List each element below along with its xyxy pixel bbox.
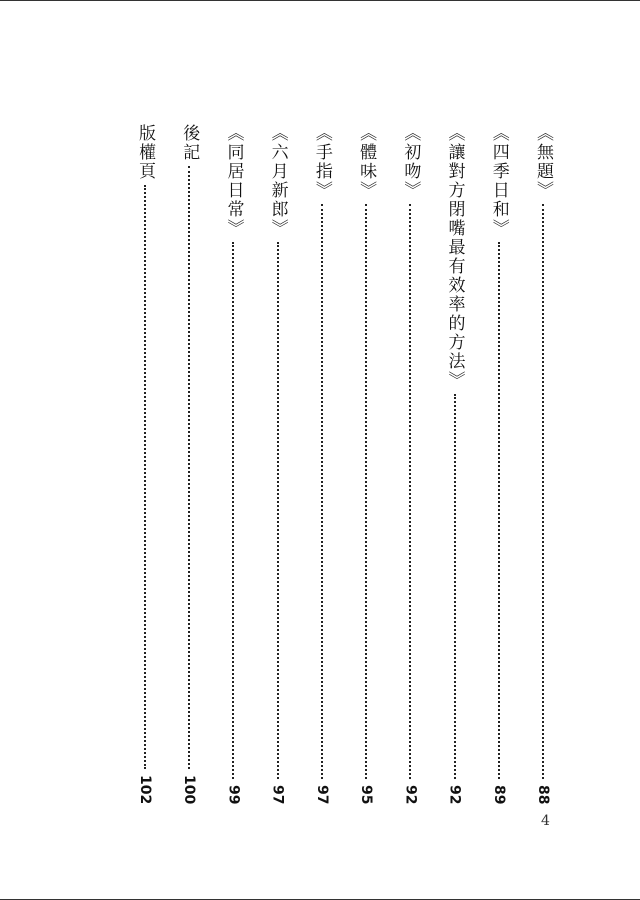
- dot-leader: [498, 242, 500, 779]
- toc-entry[interactable]: [311, 124, 333, 804]
- toc-entry[interactable]: [532, 124, 554, 804]
- toc-entry-title: 《四季日和》: [488, 124, 509, 238]
- page-number: 4: [541, 813, 550, 829]
- dot-leader: [144, 185, 146, 769]
- toc-entry-title: 《手指》: [311, 124, 332, 200]
- toc-entry-page-number: 99: [225, 784, 242, 804]
- toc-entry-title: 《同居日常》: [223, 124, 244, 238]
- toc-entry[interactable]: [134, 124, 156, 804]
- toc-entry-page-number: 89: [490, 784, 507, 804]
- toc-entry[interactable]: [488, 124, 510, 804]
- dot-leader: [277, 242, 279, 779]
- toc-entry-title: 《讓對方閉嘴最有效率的方法》: [444, 124, 465, 390]
- toc-entry[interactable]: [399, 124, 421, 804]
- toc-entry-page-number: 100: [181, 774, 198, 804]
- toc-entry-page-number: 102: [137, 774, 153, 804]
- toc-entry-page-number: 97: [269, 784, 286, 804]
- toc-entry-title: 版權頁: [135, 124, 155, 181]
- toc-entry-page-number: 88: [534, 784, 551, 804]
- dot-leader: [542, 204, 544, 779]
- toc-entry-title: 《無題》: [532, 124, 553, 200]
- toc-entry-title: 《初吻》: [400, 124, 421, 200]
- dot-leader: [321, 204, 323, 779]
- toc-entry-page-number: 97: [313, 784, 330, 804]
- toc-entry[interactable]: [222, 124, 244, 804]
- top-border-line: [0, 0, 640, 1]
- toc-entry-title: 《體味》: [356, 124, 377, 200]
- dot-leader: [232, 242, 234, 779]
- dot-leader: [365, 204, 367, 779]
- dot-leader: [409, 204, 411, 779]
- toc-entry-page-number: 92: [402, 784, 419, 804]
- toc-entry-page-number: 95: [358, 784, 375, 804]
- toc-entry[interactable]: [355, 124, 377, 804]
- dot-leader: [188, 166, 190, 769]
- toc-entry[interactable]: [267, 124, 289, 804]
- dot-leader: [454, 394, 456, 779]
- toc-entry-page-number: 92: [446, 784, 463, 804]
- toc-entry-title: 《六月新郎》: [267, 124, 288, 238]
- toc-entry-title: 後記: [179, 124, 200, 162]
- toc-entry[interactable]: [444, 124, 466, 804]
- table-of-contents: [134, 124, 554, 804]
- toc-entry[interactable]: [178, 124, 200, 804]
